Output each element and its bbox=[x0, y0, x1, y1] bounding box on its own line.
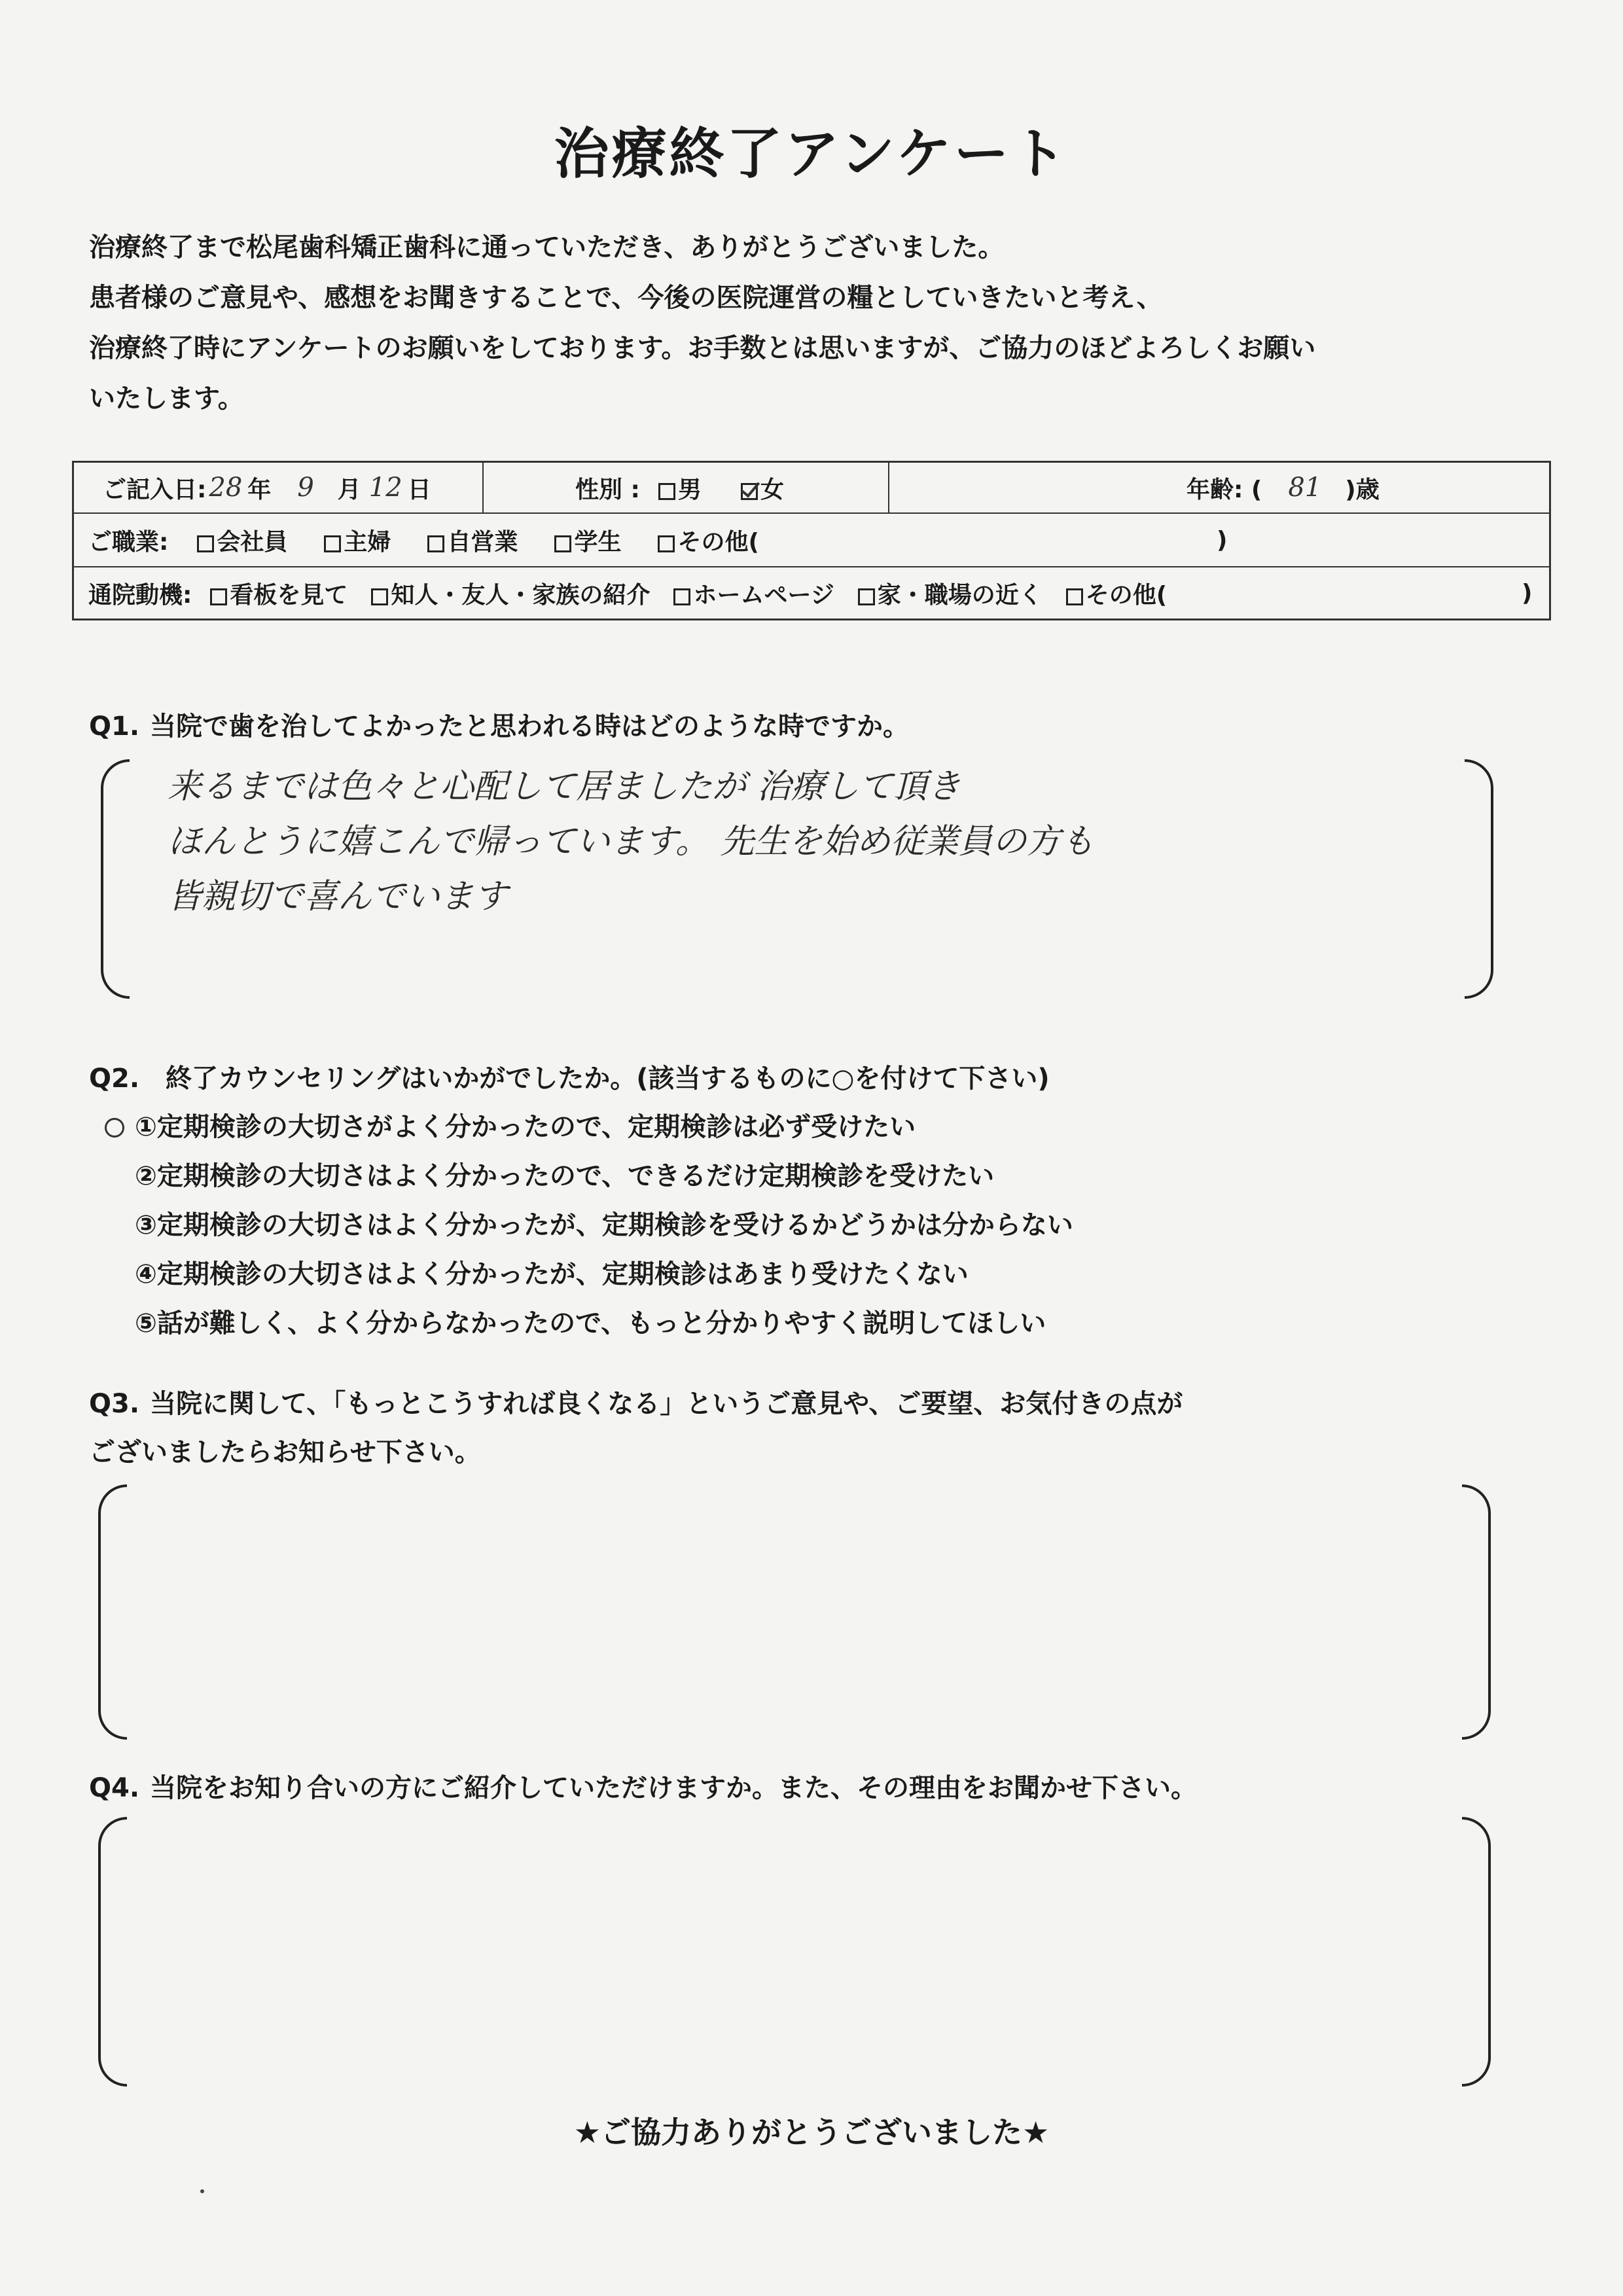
q2-option-1[interactable]: ①定期検診の大切さがよく分かったので、定期検診は必ず受けたい bbox=[135, 1112, 916, 1142]
gender-option-male[interactable] bbox=[658, 471, 702, 505]
age-unit: )歳 bbox=[1345, 476, 1380, 503]
option-label: 主婦 bbox=[344, 528, 391, 556]
q2-option-5[interactable]: ⑤話が難しく、よく分からなかったので、もっと分かりやすく説明してほしい bbox=[135, 1308, 1046, 1338]
selected-circle-mark bbox=[105, 1118, 124, 1138]
checkbox[interactable] bbox=[673, 588, 690, 605]
option-label: その他( bbox=[677, 528, 759, 556]
option-label: 自営業 bbox=[447, 528, 518, 556]
gender-option-female[interactable] bbox=[741, 471, 784, 505]
q1-handwritten-answer bbox=[168, 759, 1094, 924]
age-label: 年齢: ( bbox=[1186, 476, 1262, 503]
occupation-other-close: ) bbox=[1217, 526, 1228, 554]
stray-mark bbox=[200, 2189, 204, 2193]
date-month-unit: 月 bbox=[337, 476, 361, 503]
question-number: Q2. bbox=[89, 1064, 140, 1094]
date-day-value[interactable]: 12 bbox=[368, 473, 402, 503]
intro-line: いたします。 bbox=[89, 384, 244, 414]
bracket-left bbox=[98, 1817, 127, 2087]
motive-cell bbox=[74, 567, 1549, 619]
survey-title: 治療終了アンケート bbox=[554, 122, 1069, 186]
question-1 bbox=[89, 706, 909, 743]
motive-option-homepage[interactable] bbox=[673, 577, 834, 610]
date-month-value[interactable]: 9 bbox=[297, 473, 314, 503]
occupation-option-selfemployed[interactable] bbox=[427, 524, 518, 557]
checkbox-checked[interactable] bbox=[741, 483, 758, 500]
age-value[interactable]: 81 bbox=[1288, 473, 1322, 503]
occupation-option-company[interactable] bbox=[197, 524, 287, 557]
info-row-occupation bbox=[74, 514, 1549, 567]
intro-line: 治療終了まで松尾歯科矯正歯科に通っていただき、ありがとうございました。 bbox=[89, 232, 1005, 262]
occupation-option-homemaker[interactable] bbox=[324, 524, 391, 557]
checkbox[interactable] bbox=[658, 535, 675, 552]
option-label: ホームページ bbox=[693, 581, 834, 609]
option-label: その他( bbox=[1085, 581, 1168, 609]
bracket-right bbox=[1465, 759, 1493, 999]
respondent-info-table bbox=[72, 461, 1551, 620]
question-text: 終了カウンセリングはいかがでしたか。(該当するものに○を付けて下さい) bbox=[166, 1064, 1050, 1094]
checkbox[interactable] bbox=[858, 588, 875, 605]
option-label: 家・職場の近く bbox=[877, 581, 1043, 609]
option-label: 女 bbox=[760, 476, 784, 503]
option-label: 男 bbox=[677, 476, 702, 503]
answer-line: 皆親切で喜んでいます bbox=[168, 877, 508, 916]
checkbox[interactable] bbox=[1066, 588, 1083, 605]
thank-you-footer: ★ご協力ありがとうございました★ bbox=[573, 2115, 1050, 2150]
bracket-right bbox=[1462, 1817, 1491, 2087]
q2-options bbox=[135, 1103, 1073, 1348]
question-text-line2: ございましたらお知らせ下さい。 bbox=[89, 1437, 481, 1467]
date-cell bbox=[74, 463, 484, 512]
option-label: 知人・友人・家族の紹介 bbox=[391, 581, 651, 609]
motive-option-referral[interactable] bbox=[371, 577, 650, 610]
date-year-unit: 年 bbox=[247, 476, 272, 503]
gender-cell bbox=[484, 463, 889, 512]
answer-line: ほんとうに嬉こんで帰っています。 先生を始め従業員の方も bbox=[168, 822, 1095, 861]
question-number: Q4. bbox=[89, 1773, 140, 1803]
intro-line: 患者様のご意見や、感想をお聞きすることで、今後の医院運営の糧としていきたいと考え、 bbox=[89, 283, 1163, 313]
date-label: ご記入日: bbox=[103, 476, 207, 503]
q2-option-4[interactable]: ④定期検診の大切さはよく分かったが、定期検診はあまり受けたくない bbox=[135, 1259, 969, 1289]
checkbox[interactable] bbox=[554, 535, 571, 552]
date-year-value[interactable]: 28 bbox=[209, 473, 243, 503]
checkbox[interactable] bbox=[427, 535, 444, 552]
question-text: 当院をお知り合いの方にご紹介していただけますか。また、その理由をお聞かせ下さい。 bbox=[150, 1773, 1198, 1803]
option-label: 学生 bbox=[574, 528, 622, 556]
intro-line: 治療終了時にアンケートのお願いをしております。お手数とは思いますが、ご協力のほどよろしくお願い bbox=[89, 333, 1316, 363]
question-3 bbox=[89, 1380, 1183, 1477]
motive-option-other[interactable] bbox=[1066, 577, 1167, 610]
date-day-unit: 日 bbox=[407, 476, 431, 503]
q4-answer-area[interactable] bbox=[98, 1817, 1491, 2087]
motive-label: 通院動機: bbox=[88, 581, 192, 609]
occupation-option-student[interactable] bbox=[554, 524, 621, 557]
question-4 bbox=[89, 1767, 1197, 1804]
bracket-left bbox=[101, 759, 130, 999]
checkbox[interactable] bbox=[197, 535, 214, 552]
intro-text bbox=[89, 223, 1542, 424]
motive-option-signboard[interactable] bbox=[210, 577, 348, 610]
occupation-option-other[interactable] bbox=[658, 524, 758, 557]
checkbox[interactable] bbox=[324, 535, 341, 552]
occupation-cell bbox=[74, 514, 1549, 566]
motive-option-nearby[interactable] bbox=[858, 577, 1043, 610]
answer-line: 来るまでは色々と心配して居ましたが 治療して頂き bbox=[168, 767, 961, 806]
q3-answer-area[interactable] bbox=[98, 1484, 1491, 1740]
checkbox[interactable] bbox=[658, 483, 675, 500]
motive-other-close: ) bbox=[1522, 579, 1533, 607]
info-row-motive bbox=[74, 567, 1549, 619]
bracket-right bbox=[1462, 1484, 1491, 1740]
question-text: 当院で歯を治してよかったと思われる時はどのような時ですか。 bbox=[150, 711, 910, 742]
question-text: 当院に関して、「もっとこうすれば良くなる」というご意見や、ご要望、お気付きの点が bbox=[150, 1389, 1183, 1419]
option-label: 看板を見て bbox=[230, 581, 348, 609]
question-number: Q1. bbox=[89, 711, 140, 742]
checkbox[interactable] bbox=[210, 588, 227, 605]
question-number: Q3. bbox=[89, 1389, 140, 1419]
q2-option-3[interactable]: ③定期検診の大切さはよく分かったが、定期検診を受けるかどうかは分からない bbox=[135, 1210, 1073, 1240]
question-2 bbox=[89, 1058, 1050, 1095]
age-cell bbox=[889, 463, 1549, 512]
gender-label: 性別 : bbox=[575, 476, 640, 503]
occupation-label: ご職業: bbox=[88, 528, 169, 556]
info-row-date-gender-age bbox=[74, 463, 1549, 514]
bracket-left bbox=[98, 1484, 127, 1740]
checkbox[interactable] bbox=[371, 588, 388, 605]
q2-option-2[interactable]: ②定期検診の大切さはよく分かったので、できるだけ定期検診を受けたい bbox=[135, 1161, 995, 1191]
option-label: 会社員 bbox=[217, 528, 288, 556]
